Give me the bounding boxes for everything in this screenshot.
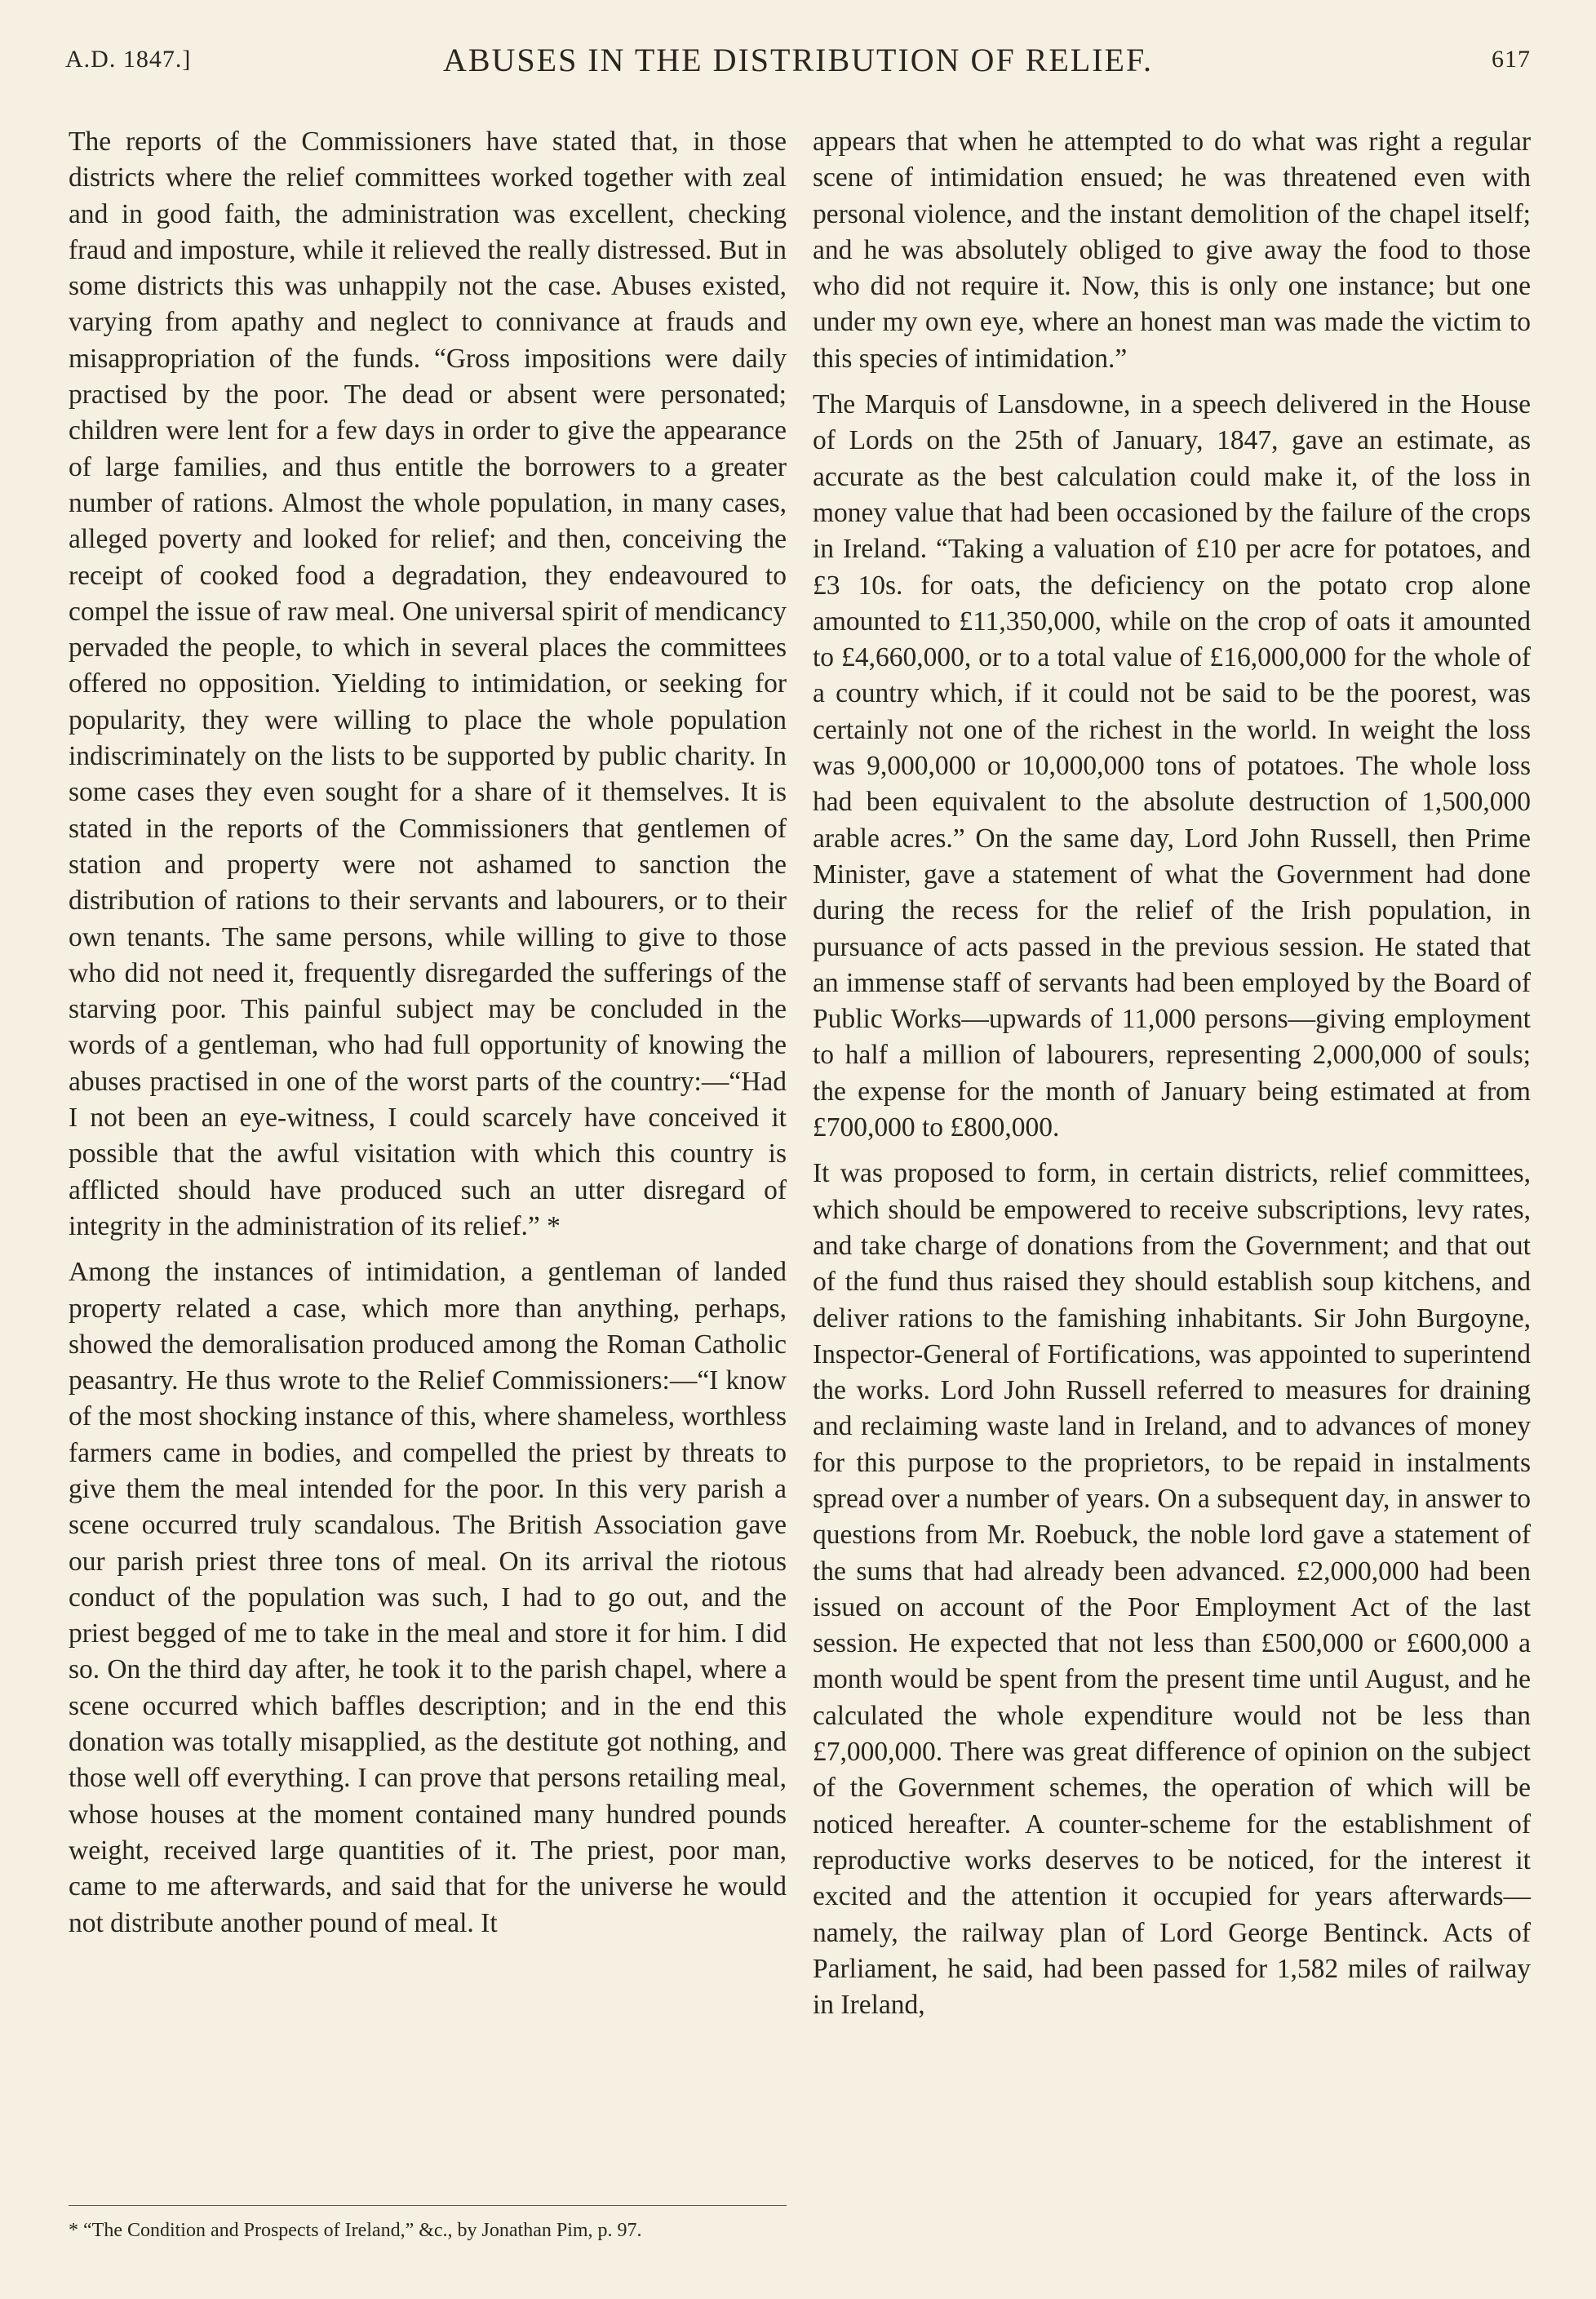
paragraph: It was proposed to form, in certain districts, relief committees, which should be empowered to receive subscriptions, levy rates, and take charge of donations from the Government; and that out of the fund thus raised they should establish soup kitchens, and deliver rations to the famishing inhabitants. Sir John Burgoyne, Inspector-General of Fortifications, was appointed to superintend the works. Lord John Russell referred to measures for draining and reclaiming waste land in Ireland, and to advances of money for this purpose to the proprietors, to be repaid in instalments spread over a number of years. On a subsequent day, in answer to questions from Mr. Roebuck, the noble lord gave a statement of the sums that had already been advanced. £2,000,000 had been issued on account of the Poor Employment Act of the last session. He expected that not less than £500,000 or £600,000 a month would be spent from the present time until August, and he calculated the whole expenditure would not be less than £7,000,000. There was great difference of opinion on the subject of the Government schemes, the operation of which will be noticed hereafter. A counter-scheme for the establishment of reproductive works deserves to be noticed, for the interest it excited and the attention it occupied for years afterwards—namely, the railway plan of Lord George Bentinck. Acts of Parliament, he said, had been passed for 1,582 miles of railway in Ireland, bbox=[813, 1158, 1531, 2021]
paragraph: The Marquis of Lansdowne, in a speech delivered in the House of Lords on the 25th of January, 1847, gave an estimate, as accurate as the best calculation could make it, of the loss in money value that had been occasioned by the failure of the crops in Ireland. “Taking a valuation of £10 per acre for potatoes, and £3 10s. for oats, the deficiency on the potato crop alone amounted to £11,350,000, while on the crop of oats it amounted to £4,660,000, or to a total value of £16,000,000 for the whole of a country which, if it could not be said to be the poorest, was certainly not one of the richest in the world. In weight the loss was 9,000,000 or 10,000,000 tons of potatoes. The whole loss had been equivalent to the absolute destruction of 1,500,000 arable acres.” On the same day, Lord John Russell, then Prime Minister, gave a statement of what the Government had done during the recess for the relief of the Irish population, in pursuance of acts passed in the previous session. He stated that an immense staff of servants had been employed by the Board of Public Works—upwards of 11,000 persons—giving employment to half a million of labourers, representing 2,000,000 of souls; the expense for the month of January being estimated at from £700,000 to £800,000. bbox=[813, 389, 1531, 1143]
footnote-divider bbox=[69, 2205, 787, 2206]
right-column bbox=[813, 124, 1531, 2023]
paragraph: Among the instances of intimidation, a gentleman of landed property related a case, which more than anything, perhaps, showed the demoralisation produced among the Roman Catholic peasantry. He thus wrote to the Relief Commissioners:—“I know of the most shocking instance of this, where shameless, worthless farmers came in bodies, and compelled the priest by threats to give them the meal intended for the poor. In this very parish a scene occurred truly scandalous. The British Association gave our parish priest three tons of meal. On its arrival the riotous conduct of the population was such, I had to go out, and the priest begged of me to take in the meal and store it for him. I did so. On the third day after, he took it to the parish chapel, where a scene occurred which baffles description; and in the end this donation was totally misapplied, as the destitute got nothing, and those well off everything. I can prove that persons retailing meal, whose houses at the moment contained many hundred pounds weight, received large quantities of it. The priest, poor man, came to me afterwards, and said that for the universe he would not distribute another pound of meal. It bbox=[69, 1257, 787, 1938]
paragraph: The reports of the Commissioners have stated that, in those districts where the relief committees worked together with zeal and in good faith, the administration was excellent, checking fraud and imposture, while it relieved the really distressed. But in some districts this was unhappily not the case. Abuses existed, varying from apathy and neglect to connivance at frauds and misappropriation of the funds. “Gross impositions were daily practised by the poor. The dead or absent were personated; children were lent for a few days in order to give the appearance of large families, and thus entitle the borrowers to a greater number of rations. Almost the whole population, in many cases, alleged poverty and looked for relief; and then, conceiving the receipt of cooked food a degradation, they endeavoured to compel the issue of raw meal. One universal spirit of mendicancy pervaded the people, to which in several places the committees offered no opposition. Yielding to intimidation, or seeking for popularity, they were willing to place the whole population indiscriminately on the lists to be supported by public charity. In some cases they even sought for a share of it themselves. It is stated in the reports of the Commissioners that gentlemen of station and property were not ashamed to sanction the distribution of rations to their servants and labourers, or to their own tenants. The same persons, while willing to give to those who did not need it, frequently disregarded the sufferings of the starving poor. This painful subject may be concluded in the words of a gentleman, who had full opportunity of knowing the abuses practised in one of the worst parts of the country:—“Had I not been an eye-witness, I could scarcely have conceived it possible that the awful visitation with which this country is afflicted should have produced such an utter disregard of integrity in the administration of its relief.” * bbox=[69, 126, 787, 1241]
paragraph: appears that when he attempted to do what was right a regular scene of intimidation ensued; he was threatened even with personal violence, and the instant demolition of the chapel itself; and he was absolutely obliged to give away the food to those who did not require it. Now, this is only one instance; but one under my own eye, where an honest man was made the victim to this species of intimidation.” bbox=[813, 126, 1531, 374]
footnote: * “The Condition and Prospects of Ireland,” &c., by Jonathan Pim, p. 97. bbox=[69, 2220, 642, 2241]
header-date: A.D. 1847.] bbox=[65, 46, 192, 73]
left-column bbox=[69, 124, 787, 1942]
page-number: 617 bbox=[1492, 46, 1531, 73]
running-head bbox=[65, 41, 1531, 90]
page-title: ABUSES IN THE DISTRIBUTION OF RELIEF. bbox=[442, 42, 1154, 78]
